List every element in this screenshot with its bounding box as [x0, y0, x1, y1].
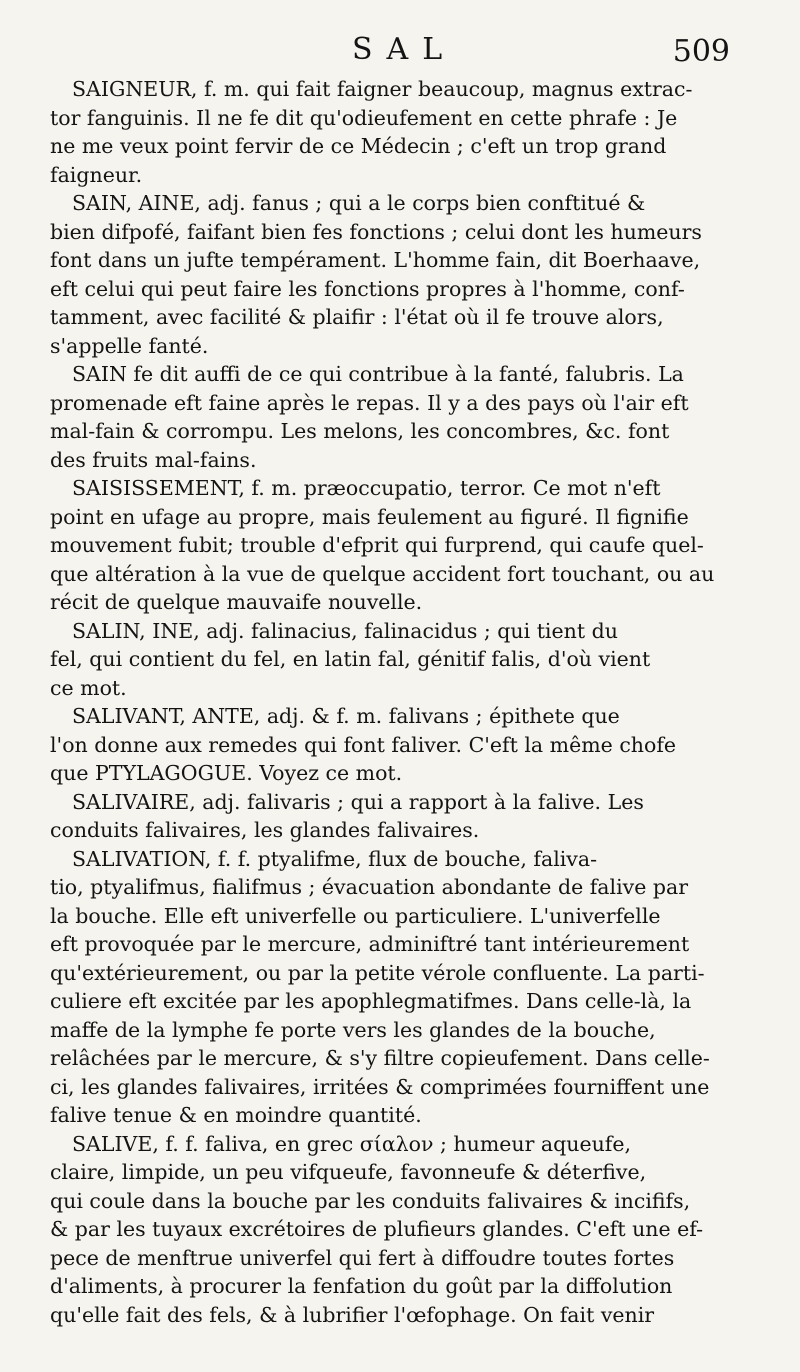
entry-headline: SALIVE, f. f. faliva, en grec σίαλον ; humeur aqueufe, — [72, 1131, 632, 1156]
entry-line: récit de quelque mauvaife nouvelle. — [50, 590, 423, 614]
entry-line: que altération à la vue de quelque accident fort touchant, ou au — [50, 561, 715, 586]
entry-salin — [50, 617, 790, 703]
entry-sain — [50, 189, 790, 360]
entry-line: tor fanguinis. Il ne fe dit qu'odieufement en cette phrafe : Je — [50, 105, 678, 130]
page-header — [0, 30, 800, 74]
entry-line: claire, limpide, un peu vifqueufe, favonneufe & déterfive, — [50, 1160, 647, 1184]
entry-salive — [50, 1130, 790, 1330]
entry-saigneur — [50, 75, 790, 189]
running-title: SAL — [352, 32, 457, 67]
entry-headline: SAISISSEMENT, f. m. præoccupatio, terror. Ce mot n'eft — [72, 476, 661, 500]
entry-line: falive tenue & en moindre quantité. — [50, 1103, 422, 1127]
page-number: 509 — [672, 34, 730, 69]
entry-headline: SALIVAIRE, adj. falivaris ; qui a rapport à la falive. Les — [72, 789, 644, 814]
entry-line: font dans un jufte tempérament. L'homme fain, dit Boerhaave, — [50, 248, 701, 272]
entry-line: & par les tuyaux excrétoires de plufieurs glandes. C'eft une ef- — [50, 1217, 704, 1241]
entry-line: ce mot. — [50, 675, 127, 700]
entry-line: tio, ptyalifmus, fialifmus ; évacuation abondante de falive par — [50, 875, 689, 899]
dictionary-entries — [50, 75, 790, 1329]
entry-line: d'aliments, à procurer la fenfation du goût par la diffolution — [50, 1274, 673, 1298]
entry-salivaire — [50, 788, 790, 845]
entry-headline: SAIGNEUR, f. m. qui fait faigner beaucoup, magnus extrac- — [72, 77, 693, 101]
entry-headline: SAIN, AINE, adj. fanus ; qui a le corps bien conftitué & — [72, 191, 646, 215]
entry-line: eft provoquée par le mercure, adminiftré tant intérieurement — [50, 932, 690, 956]
entry-line: eft celui qui peut faire les fonctions propres à l'homme, conf- — [50, 276, 685, 301]
entry-headline: SALIVANT, ANTE, adj. & f. m. falivans ; épithete que — [72, 704, 620, 728]
entry-line: maffe de la lymphe fe porte vers les glandes de la bouche, — [50, 1017, 656, 1042]
entry-line: la bouche. Elle eft univerfelle ou particuliere. L'univerfelle — [50, 903, 661, 928]
entry-headline: SAIN fe dit auffi de ce qui contribue à la fanté, falubris. La — [72, 362, 684, 386]
entry-line: fel, qui contient du fel, en latin fal, génitif falis, d'où vient — [50, 647, 651, 671]
entry-line: culiere eft excitée par les apophlegmatifmes. Dans celle-là, la — [50, 989, 692, 1013]
entry-salivation — [50, 845, 790, 1130]
entry-line: qui coule dans la bouche par les conduits falivaires & incififs, — [50, 1188, 691, 1213]
entry-line: s'appelle fanté. — [50, 333, 209, 358]
entry-line: tamment, avec facilité & plaifir : l'état où il fe trouve alors, — [50, 305, 664, 329]
entry-line: point en ufage au propre, mais feulement au figuré. Il fignifie — [50, 504, 689, 529]
entry-line: mal-fain & corrompu. Les melons, les concombres, &c. font — [50, 419, 670, 443]
entry-line: faigneur. — [50, 162, 143, 187]
entry-line: l'on donne aux remedes qui font faliver. C'eft la même chofe — [50, 732, 677, 757]
entry-sain-2 — [50, 360, 790, 474]
entry-line: ne me veux point fervir de ce Médecin ; c'eft un trop grand — [50, 134, 667, 158]
entry-headline: SALIVATION, f. f. ptyalifme, flux de bouche, faliva- — [72, 846, 598, 871]
entry-line: qu'elle fait des fels, & à lubrifier l'œfophage. On fait venir — [50, 1302, 655, 1327]
entry-line: pece de menftrue univerfel qui fert à diffoudre toutes fortes — [50, 1245, 675, 1270]
entry-line: qu'extérieurement, ou par la petite vérole confluente. La parti- — [50, 960, 705, 985]
entry-salivant — [50, 702, 790, 788]
entry-line: ci, les glandes falivaires, irritées & comprimées fourniffent une — [50, 1074, 710, 1099]
entry-line: que PTYLAGOGUE. Voyez ce mot. — [50, 761, 403, 785]
entry-line: conduits falivaires, les glandes falivaires. — [50, 818, 480, 842]
entry-line: mouvement fubit; trouble d'efprit qui furprend, qui caufe quel- — [50, 533, 704, 557]
entry-line: des fruits mal-fains. — [50, 447, 257, 472]
entry-line: promenade eft faine après le repas. Il y a des pays où l'air eft — [50, 390, 689, 415]
entry-saisissement — [50, 474, 790, 617]
entry-line: bien difpofé, faifant bien fes fonctions ; celui dont les humeurs — [50, 219, 702, 244]
entry-line: relâchées par le mercure, & s'y filtre copieufement. Dans celle- — [50, 1046, 710, 1070]
entry-headline: SALIN, INE, adj. falinacius, falinacidus ; qui tient du — [72, 618, 618, 643]
